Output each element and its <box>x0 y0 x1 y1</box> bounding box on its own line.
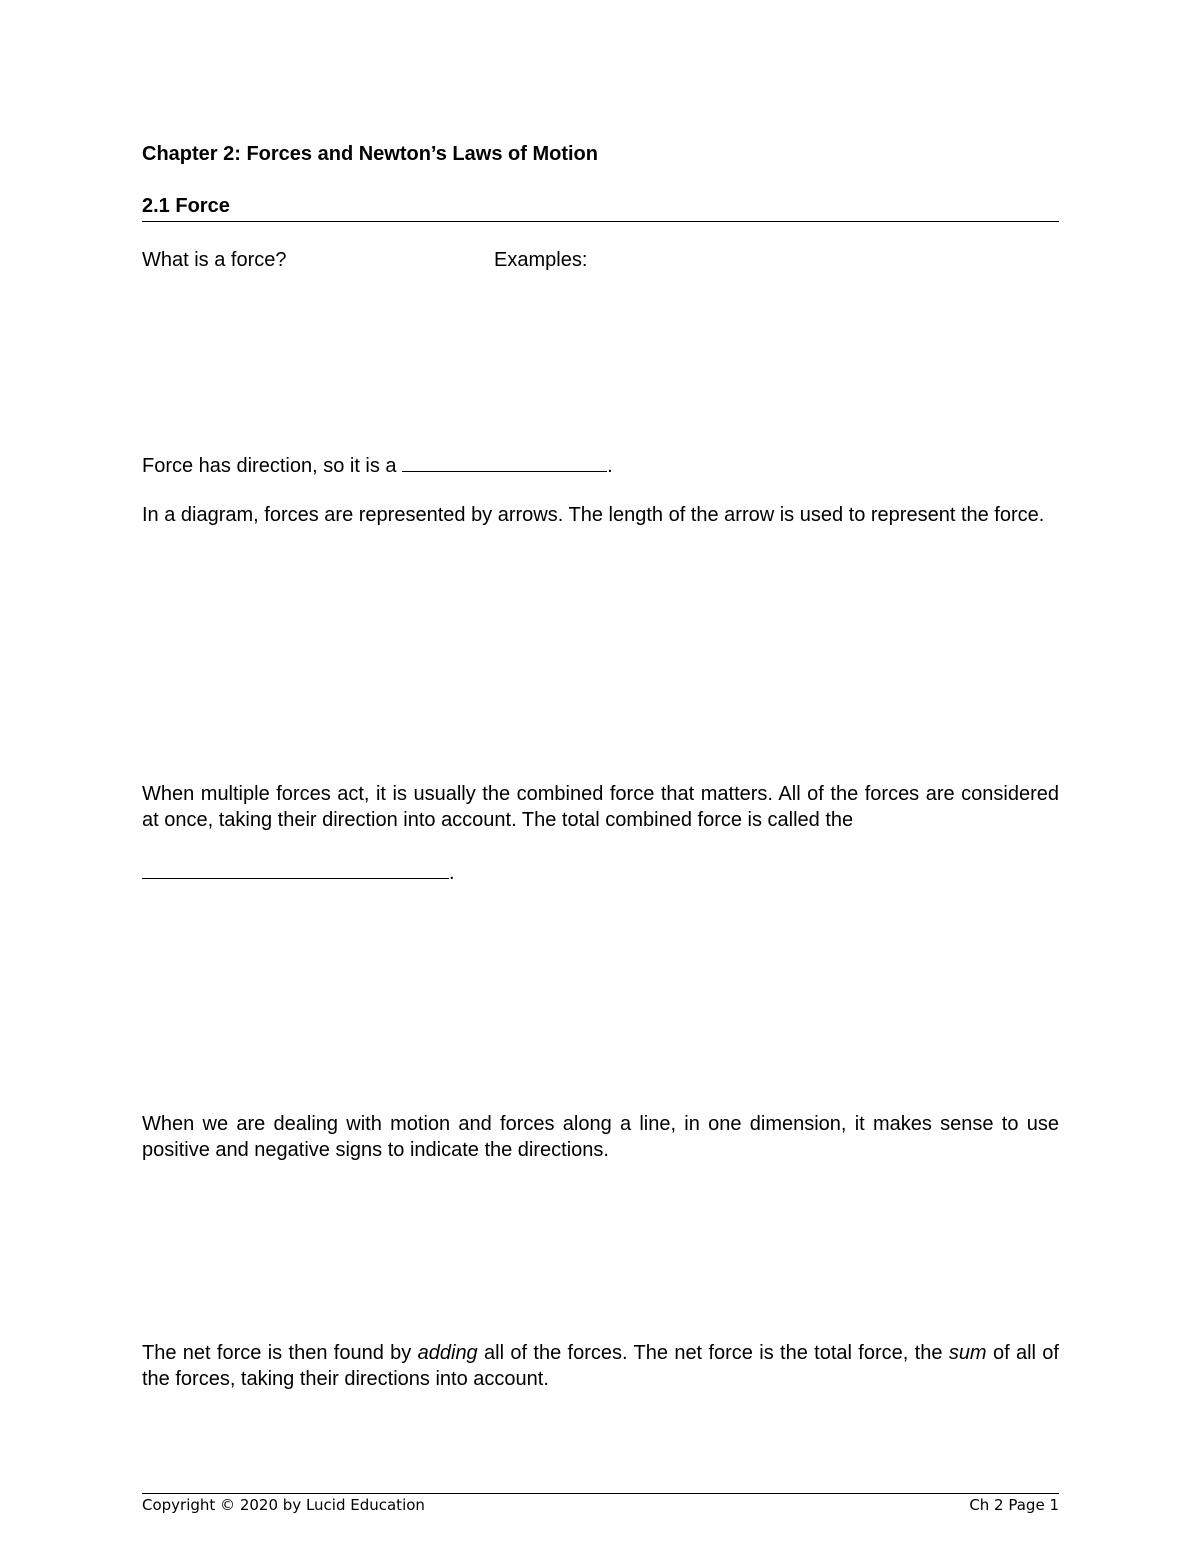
vector-blank[interactable] <box>402 451 607 472</box>
footer-page-number: Ch 2 Page 1 <box>969 1496 1059 1514</box>
net-force-text-part2: all of the forces. The net force is the total force, the <box>477 1342 949 1364</box>
vector-sentence-text: Force has direction, so it is a <box>142 455 403 477</box>
one-dimension-paragraph: When we are dealing with motion and forces along a line, in one dimension, it makes sense to use positive and negative signs to indicate the directions. <box>142 1113 1059 1161</box>
question-what-is-force: What is a force? <box>142 249 287 271</box>
net-force-emph-sum: sum <box>948 1342 987 1364</box>
net-force-blank-period: . <box>449 862 455 884</box>
vector-sentence-period: . <box>607 455 613 477</box>
net-force-text-part1: The net force is then found by <box>142 1342 418 1364</box>
footer-copyright: Copyright © 2020 by Lucid Education <box>142 1496 425 1514</box>
net-force-blank-line <box>142 858 455 886</box>
question-examples: Examples: <box>494 249 588 271</box>
section-heading: 2.1 Force <box>142 195 1059 222</box>
net-force-text-part3: of all of the forces, taking their directions into account. <box>142 1342 1059 1390</box>
chapter-title: Chapter 2: Forces and Newton’s Laws of Motion <box>142 143 598 165</box>
net-force-paragraph <box>142 1340 1059 1392</box>
net-force-blank[interactable] <box>142 858 449 879</box>
multiple-forces-paragraph: When multiple forces act, it is usually the combined force that matters. All of the forces are considered at once, taking their direction into account. The total combined force is called the <box>142 783 1059 831</box>
arrows-paragraph: In a diagram, forces are represented by arrows. The length of the arrow is used to represent the force. <box>142 504 1045 526</box>
net-force-emph-adding: adding <box>417 1342 478 1364</box>
vector-sentence <box>142 451 613 479</box>
footer-divider <box>142 1493 1059 1494</box>
